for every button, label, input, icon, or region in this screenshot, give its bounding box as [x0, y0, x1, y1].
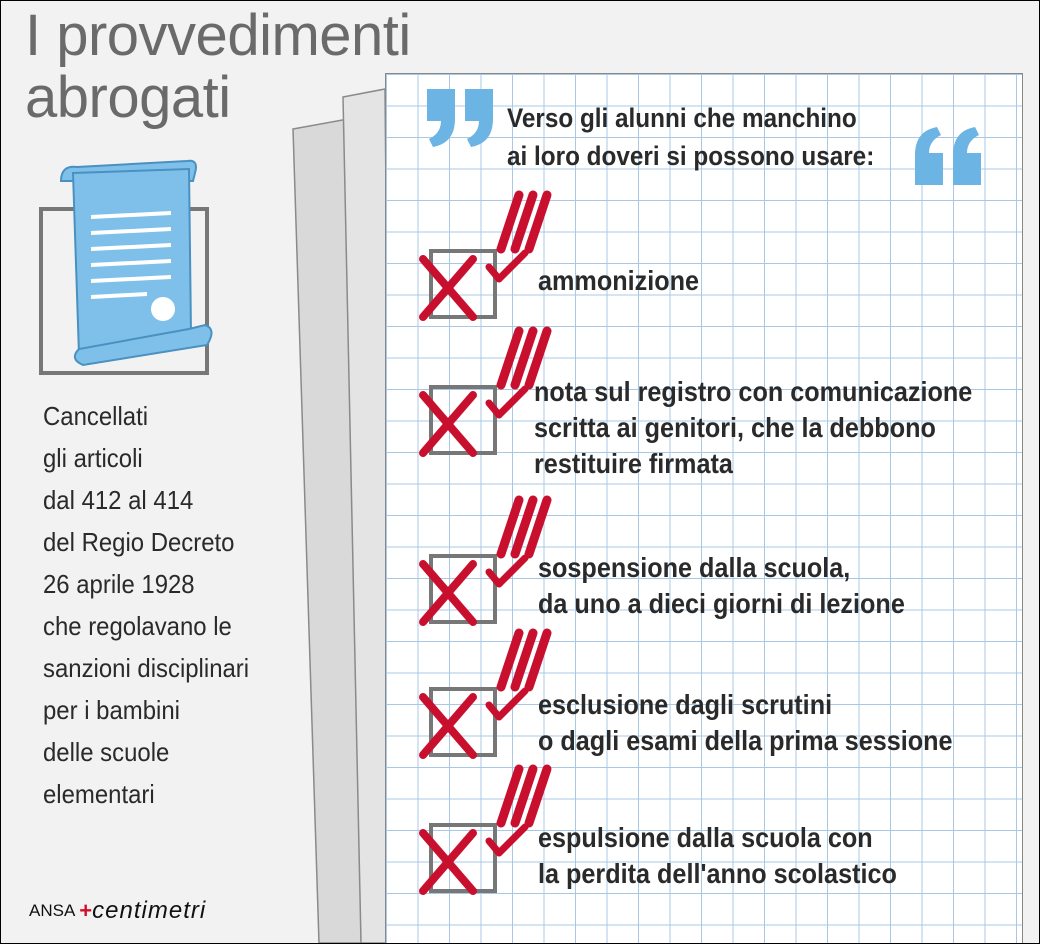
item-line: scritta ai genitori, che la debbono	[534, 412, 936, 443]
item-line: ammonizione	[538, 265, 700, 296]
crossed-checkbox-icon	[423, 825, 495, 891]
ansa-centimetri-logo	[29, 897, 206, 925]
title-line-2: abrogati	[25, 65, 231, 130]
list-item-text	[538, 263, 699, 299]
title-line-1: I provvedimenti	[25, 3, 411, 68]
item-line: o dagli esami della prima sessione	[538, 725, 953, 756]
sidebar-line: dal 412 al 414	[43, 485, 194, 515]
crossed-checkbox-icon	[423, 689, 495, 755]
item-line: da uno a dieci giorni di lezione	[538, 588, 905, 619]
crossed-checkbox-icon	[423, 387, 495, 453]
crossed-checkbox-icon	[423, 556, 495, 622]
agency-name: ANSA	[29, 901, 76, 920]
sidebar-line: sanzioni disciplinari	[43, 653, 250, 683]
sidebar-line: del Regio Decreto	[43, 527, 235, 557]
list-item-text	[538, 820, 897, 892]
quote-line-1: Verso gli alunni che manchino	[507, 103, 857, 133]
sidebar-line: elementari	[43, 779, 155, 809]
list-item-text	[534, 374, 972, 482]
brand-name: centimetri	[92, 897, 207, 924]
quote-line-2: ai loro doveri si possono usare:	[507, 141, 875, 171]
sidebar-line: che regolavano le	[43, 611, 232, 641]
item-line: nota sul registro con comunicazione	[534, 376, 973, 407]
item-line: sospensione dalla scuola,	[538, 552, 851, 583]
sidebar-line: gli articoli	[43, 443, 143, 473]
sidebar-line: 26 aprile 1928	[43, 569, 195, 599]
crossed-checkbox-icon	[423, 251, 495, 317]
plus-mark: +	[79, 898, 93, 923]
item-line: espulsione dalla scuola con	[538, 822, 873, 853]
item-line: restituire firmata	[534, 448, 733, 479]
sidebar-line: per i bambini	[43, 695, 180, 725]
list-item-text	[538, 687, 953, 759]
item-line: la perdita dell'anno scolastico	[538, 858, 897, 889]
sidebar-line: delle scuole	[43, 737, 170, 767]
item-line: esclusione dagli scrutini	[538, 689, 833, 720]
sidebar-line: Cancellati	[43, 401, 149, 431]
list-item-text	[538, 550, 905, 622]
